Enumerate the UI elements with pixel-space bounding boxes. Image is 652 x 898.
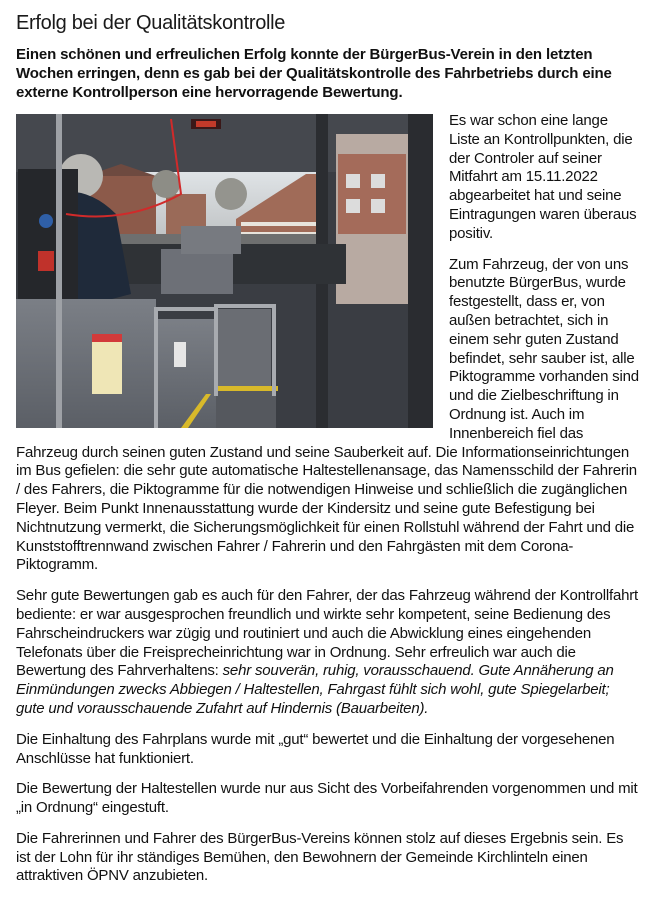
paragraph-driver-text: Sehr gute Bewertungen gab es auch für den Fahrer, der das Fahrzeug während der Kontrollfahrt bediente: er war ausgesprochen freundlich und wirkte sehr kompetent, seine Bedienung des Fahrscheindruckers war zügig und routiniert und auch die Abwicklung eines eingehenden Telefonats über die Freisprecheinrichtung war in Ordnung. Sehr erfreulich war auch die Bewertung des Fahrverhaltens: [16, 587, 638, 680]
article-lead: Einen schönen und erfreulichen Erfolg konnte der BürgerBus-Verein in den letzten Wochen erringen, denn es gab bei der Qualitätskontrolle des Fahrbetriebs durch eine externe Kontrollperson eine hervorragende Bewertung. [16, 46, 612, 101]
bus-interior-photo [16, 114, 433, 428]
article-body [16, 112, 640, 886]
paragraph-intro: Es war schon eine lange Liste an Kontrollpunkten, die der Controler auf seiner Mitfahrt am 15.11.2022 abgearbeitet hat und seine Eintragungen waren überaus positiv. [449, 112, 637, 242]
paragraph-timetable: Die Einhaltung des Fahrplans wurde mit „gut“ bewertet und die Einhaltung der vorgesehenen Anschlüsse hat funktioniert. [16, 730, 615, 767]
paragraph-conclusion: Die Fahrerinnen und Fahrer des BürgerBus-Vereins können stolz auf dieses Ergebnis sein. Es ist der Lohn für ihr ständiges Bemühen, den Bewohnern der Gemeinde Kirchlinteln einen attraktiven ÖPNV anzubieten. [16, 829, 624, 885]
photo-bus-interior-icon [16, 114, 433, 428]
paragraph-bus-stops: Die Bewertung der Haltestellen wurde nur aus Sicht des Vorbeifahrenden vorgenommen und mit „in Ordnung“ eingestuft. [16, 780, 638, 817]
article [16, 0, 640, 898]
article-title: Erfolg bei der Qualitätskontrolle [16, 12, 286, 34]
paragraph-driver-quote: sehr souverän, ruhig, vorausschauend. Gute Annäherung an Einmündungen zwecks Abbiegen / Haltestellen, Fahrgast fühlt sich wohl, gute Spiegelarbeit; gute und vorausschauende Zufahrt auf Hindernis (Bauarbeiten). [16, 662, 614, 717]
paragraph-vehicle: Zum Fahrzeug, der von uns benutzte BürgerBus, wurde festgestellt, dass er, von außen betrachtet, sich in einem sehr guten Zustand befindet, sehr sauber ist, alle Piktogramme vorhanden sind und die Zielbeschriftung in Ordnung ist. Auch im Innenbereich fiel das Fahrzeug durch seinen guten Zustand und seine Sauberkeit auf. Die Informationseinrichtungen im Bus gefielen: die sehr gute automatische Haltestellenansage, das Namensschild der Fahrerin / des Fahrers, die Piktogramme für die notwendigen Hinweise und schließlich die zugänglichen Fleyer. Beim Punkt Innenausstattung wurde der Kindersitz und seine gute Befestigung bei Nichtnutzung vermerkt, die Sicherungsmöglichkeit für einen Rollstuhl während der Fahrt und die Kunststofftrennwand zwischen Fahrer / Fahrerin und den Fahrgästen mit dem Corona-Piktogramm. [16, 255, 639, 574]
paragraph-driver [16, 587, 638, 719]
